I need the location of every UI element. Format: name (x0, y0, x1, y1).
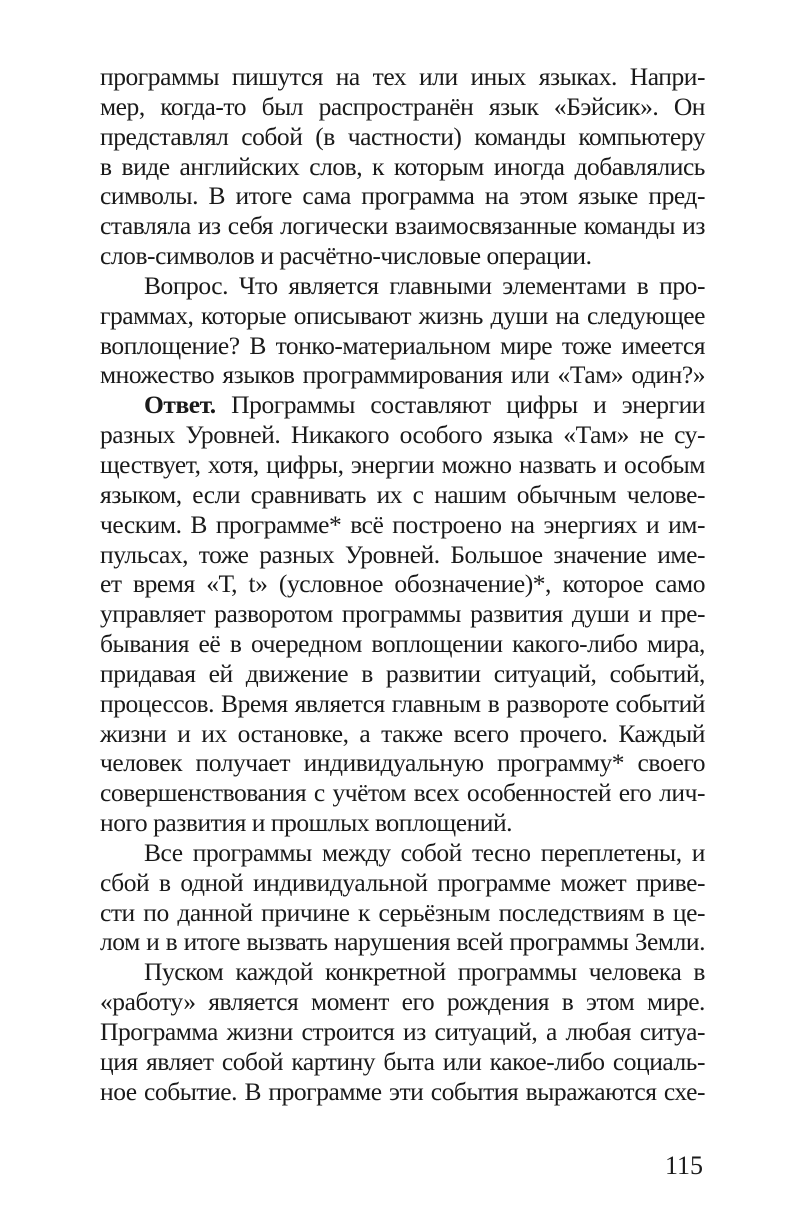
answer-line-text: Программы составляют цифры и энергии (215, 390, 705, 420)
question-paragraph-start: Вопрос. Что является главными элементами в про- (144, 270, 705, 300)
answer-paragraph-start (100, 390, 705, 420)
text-line: бывания её в очередном воплощении какого-либо мира, (100, 629, 705, 659)
text-line: ет время «Т, t» (условное обозначение)*, которое само (100, 569, 705, 599)
text-line: программы пишутся на тех или иных языках. Напри- (100, 62, 705, 91)
text-line: ставляла из себя логически взаимосвязанные команды из (100, 211, 705, 241)
text-line: сбой в одной индивидуальной программе может приве- (100, 867, 705, 897)
text-line: ция являет собой картину быта или какое-либо социаль- (100, 1046, 705, 1076)
text-line: множество языков программирования или «Там» один?» (100, 360, 705, 390)
text-line: в виде английских слов, к которым иногда добавлялись (100, 151, 705, 181)
text-line: Программа жизни строится из ситуаций, а любая ситуа- (100, 1017, 705, 1046)
text-line: воплощение? В тонко-материальном мире тоже имеется (100, 330, 705, 360)
text-line: слов-символов и расчётно-числовые операции. (100, 241, 592, 271)
text-line: ческим. В программе* всё построено на энергиях и им- (100, 509, 705, 539)
text-line: ное событие. В программе эти события выражаются схе- (100, 1076, 705, 1106)
text-line: лом и в итоге вызвать нарушения всей программы Земли. (100, 927, 705, 957)
text-line: управляет разворотом программы развития души и пре- (100, 599, 705, 629)
text-line: символы. В итоге сама программа на этом языке пред- (100, 181, 705, 211)
text-line: совершенствования с учётом всех особенностей его лич- (100, 778, 705, 808)
text-line: «работу» является момент его рождения в этом мире. (100, 987, 705, 1017)
text-line: жизни и их остановке, а также всего прочего. Каждый (100, 718, 705, 748)
answer-label: Ответ. (144, 390, 216, 420)
page-number: 115 (664, 1151, 703, 1180)
paragraph-start: Пуском каждой конкретной программы человека в (144, 957, 705, 987)
text-line: мер, когда-то был распространён язык «Бэйсик». Он (100, 91, 705, 121)
text-line: пульсах, тоже разных Уровней. Большое значение име- (100, 539, 705, 569)
text-line: языком, если сравнивать их с нашим обычным челове- (100, 479, 705, 509)
page-body-text (100, 62, 705, 1107)
text-line: процессов. Время является главным в развороте событий (100, 688, 705, 718)
text-line: граммах, которые описывают жизнь души на следующее (100, 300, 705, 330)
text-line: ществует, хотя, цифры, энергии можно назвать и особым (100, 449, 705, 479)
text-line: придавая ей движение в развитии ситуаций, событий, (100, 658, 705, 688)
text-line: ного развития и прошлых воплощений. (100, 808, 513, 838)
text-line: разных Уровней. Никакого особого языка «Там» не су- (100, 420, 705, 450)
text-line: представлял собой (в частности) команды компьютеру (100, 121, 705, 151)
paragraph-start: Все программы между собой тесно переплетены, и (144, 837, 705, 867)
text-line: человек получает индивидуальную программу* своего (100, 748, 705, 778)
text-line: сти по данной причине к серьёзным последствиям в це- (100, 897, 705, 927)
